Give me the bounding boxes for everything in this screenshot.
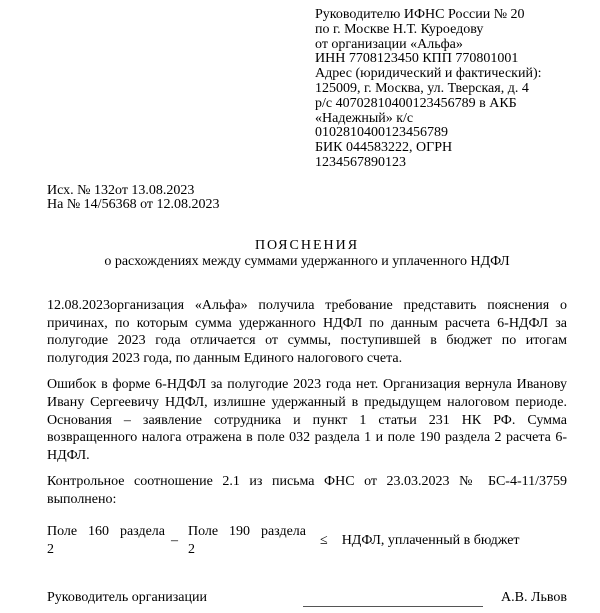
recipient-line: БИК 044583222, ОГРН: [315, 140, 453, 156]
recipient-line: 0102810400123456789: [315, 125, 448, 141]
recipient-line: «Надежный» к/с: [315, 110, 414, 126]
body-paragraph: Ошибок в форме 6-НДФЛ за полугодие 2023 года нет. Организация вернула Иванову Ивану Сергеевичу НДФЛ, излишне удержанный в предыдущем налоговом периоде. Основания – заявление сотрудника и пункт 1 статьи 231 НК РФ. Сумма возвращенного налога отражена в поле 032 раздела 1 и поле 190 раздела 2 расчета 6-НДФЛ.: [47, 377, 567, 463]
formula-operand-field160: Поле 160 раздела 2: [47, 524, 165, 558]
minus-sign: –: [171, 533, 178, 549]
recipient-block: [315, 8, 567, 171]
incoming-number-line: На № 14/56368 от 12.08.2023: [47, 197, 220, 213]
reference-block: [47, 184, 567, 213]
document-subtitle: о расхождениях между суммами удержанного и уплаченного НДФЛ: [104, 253, 510, 269]
formula-result: НДФЛ, уплаченный в бюджет: [341, 533, 520, 549]
body-text: [47, 297, 567, 509]
signature-row: [47, 589, 567, 613]
recipient-line: от организации «Альфа»: [315, 36, 463, 52]
document-title: ПОЯСНЕНИЯ: [254, 237, 360, 253]
control-ratio-formula: [47, 523, 567, 558]
body-paragraph: Контрольное соотношение 2.1 из письма ФНС от 23.03.2023 № БС-4-11/3759 выполнено:: [47, 474, 567, 507]
recipient-line: Руководителю ИФНС России № 20: [315, 7, 525, 22]
signature-line: [303, 589, 483, 607]
recipient-line: р/с 40702810400123456789 в АКБ: [315, 95, 517, 111]
recipient-line: Адрес (юридический и фактический):: [315, 66, 542, 82]
recipient-line: ИНН 7708123450 КПП 770801001: [315, 51, 519, 67]
signature-role: Руководитель организации: [47, 589, 207, 605]
formula-operand-field190: Поле 190 раздела 2: [188, 524, 306, 558]
body-paragraph: 12.08.2023организация «Альфа» получила требование представить пояснения о причинах, по которым сумма удержанного НДФЛ по данным расчета 6-НДФЛ за полугодие 2023 года отличается от суммы, поступившей в бюджет по итогам полугодия 2023 года, по данным Единого налогового счета.: [47, 297, 567, 366]
recipient-line: 125009, г. Москва, ул. Тверская, д. 4: [315, 80, 529, 96]
recipient-line: 1234567890123: [315, 154, 406, 170]
outgoing-number-line: Исх. № 132от 13.08.2023: [47, 182, 195, 198]
signature-name: А.В. Львов: [501, 589, 567, 605]
less-or-equal-sign: ≤: [320, 533, 328, 549]
title-block: [47, 238, 567, 270]
recipient-line: по г. Москве Н.Т. Куроедову: [315, 21, 484, 37]
